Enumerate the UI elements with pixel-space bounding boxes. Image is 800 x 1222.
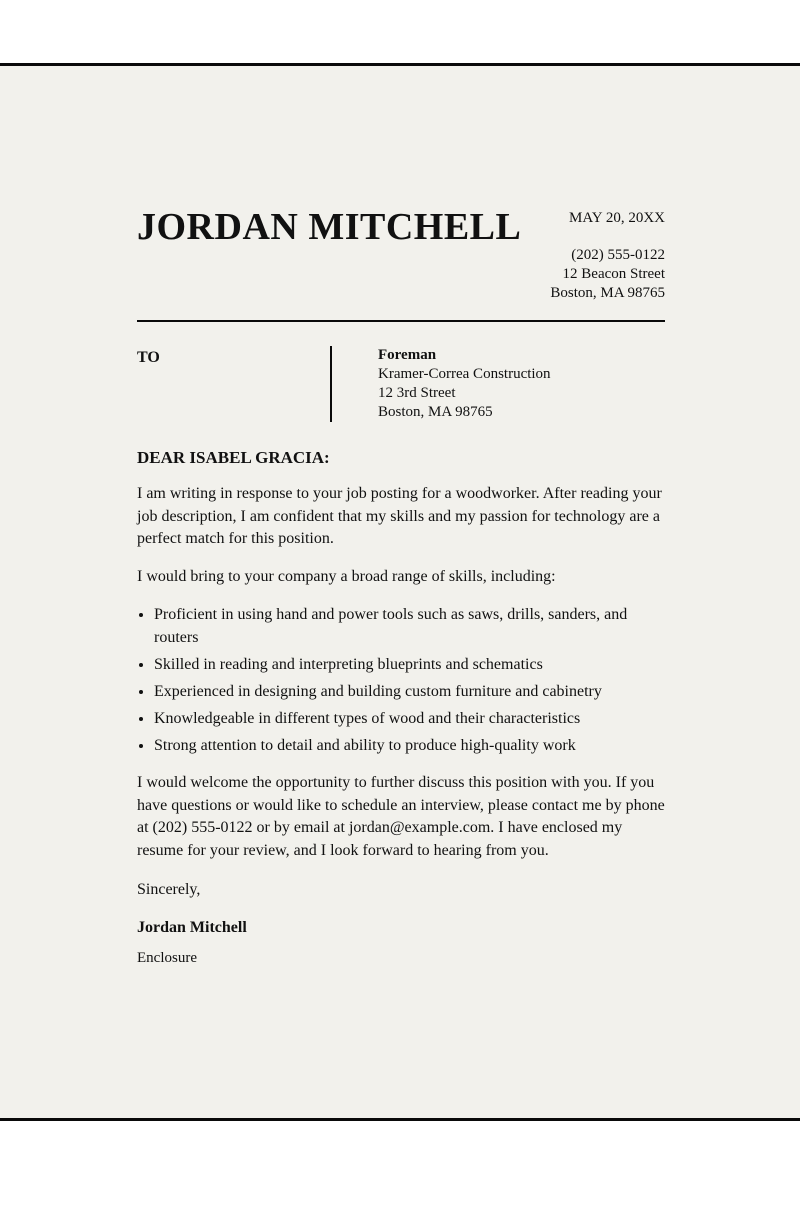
skill-item: • Proficient in using hand and power tools such as saws, drills, sanders, and routers — [154, 604, 665, 649]
top-margin-strip — [0, 0, 800, 63]
closing-salutation: Sincerely, — [137, 881, 201, 898]
sender-address-city: Boston, MA 98765 — [550, 285, 665, 301]
sender-contact-block — [550, 208, 665, 303]
signature-name: Jordan Mitchell — [137, 918, 247, 936]
body-paragraph-skills-lead: I would bring to your company a broad range of skills, including: — [137, 567, 556, 585]
skill-item: • Skilled in reading and interpreting blueprints and schematics — [154, 654, 665, 677]
recipient-section — [137, 346, 665, 422]
sender-phone: (202) 555-0122 — [571, 247, 665, 263]
recipient-address-street: 12 3rd Street — [378, 385, 456, 401]
recipient-title: Foreman — [378, 347, 437, 363]
skill-item: • Knowledgeable in different types of wood and their characteristics — [154, 708, 665, 731]
letter-page — [0, 66, 800, 1118]
skill-item: • Experienced in designing and building custom furniture and cabinetry — [154, 681, 665, 704]
skills-list — [137, 604, 665, 757]
body-paragraph-intro: I am writing in response to your job posting for a woodworker. After reading your job description, I am confident that my skills and my passion for technology are a perfect match for this position. — [137, 485, 662, 547]
recipient-address-city: Boston, MA 98765 — [378, 404, 493, 420]
enclosure-note: Enclosure — [137, 950, 197, 966]
salutation: DEAR ISABEL GRACIA: — [137, 448, 330, 467]
skill-item: • Strong attention to detail and ability to produce high-quality work — [154, 735, 665, 758]
recipient-company: Kramer-Correa Construction — [378, 366, 551, 382]
letter-date: MAY 20, 20XX — [569, 210, 665, 226]
bottom-margin-strip — [0, 1121, 800, 1222]
recipient-block — [332, 346, 551, 422]
body-paragraph-closing: I would welcome the opportunity to further discuss this position with you. If you have questions or would like to schedule an interview, please contact me by phone at (202) 555-0122 or by email at jordan@example.com. I have enclosed my resume for your review, and I look forward to hearing from you. — [137, 774, 665, 859]
sender-name: JORDAN MITCHELL — [137, 206, 522, 248]
to-label: TO — [137, 349, 160, 366]
sender-address-street: 12 Beacon Street — [562, 266, 665, 282]
header-divider-rule — [137, 320, 665, 322]
letter-header — [137, 66, 665, 303]
